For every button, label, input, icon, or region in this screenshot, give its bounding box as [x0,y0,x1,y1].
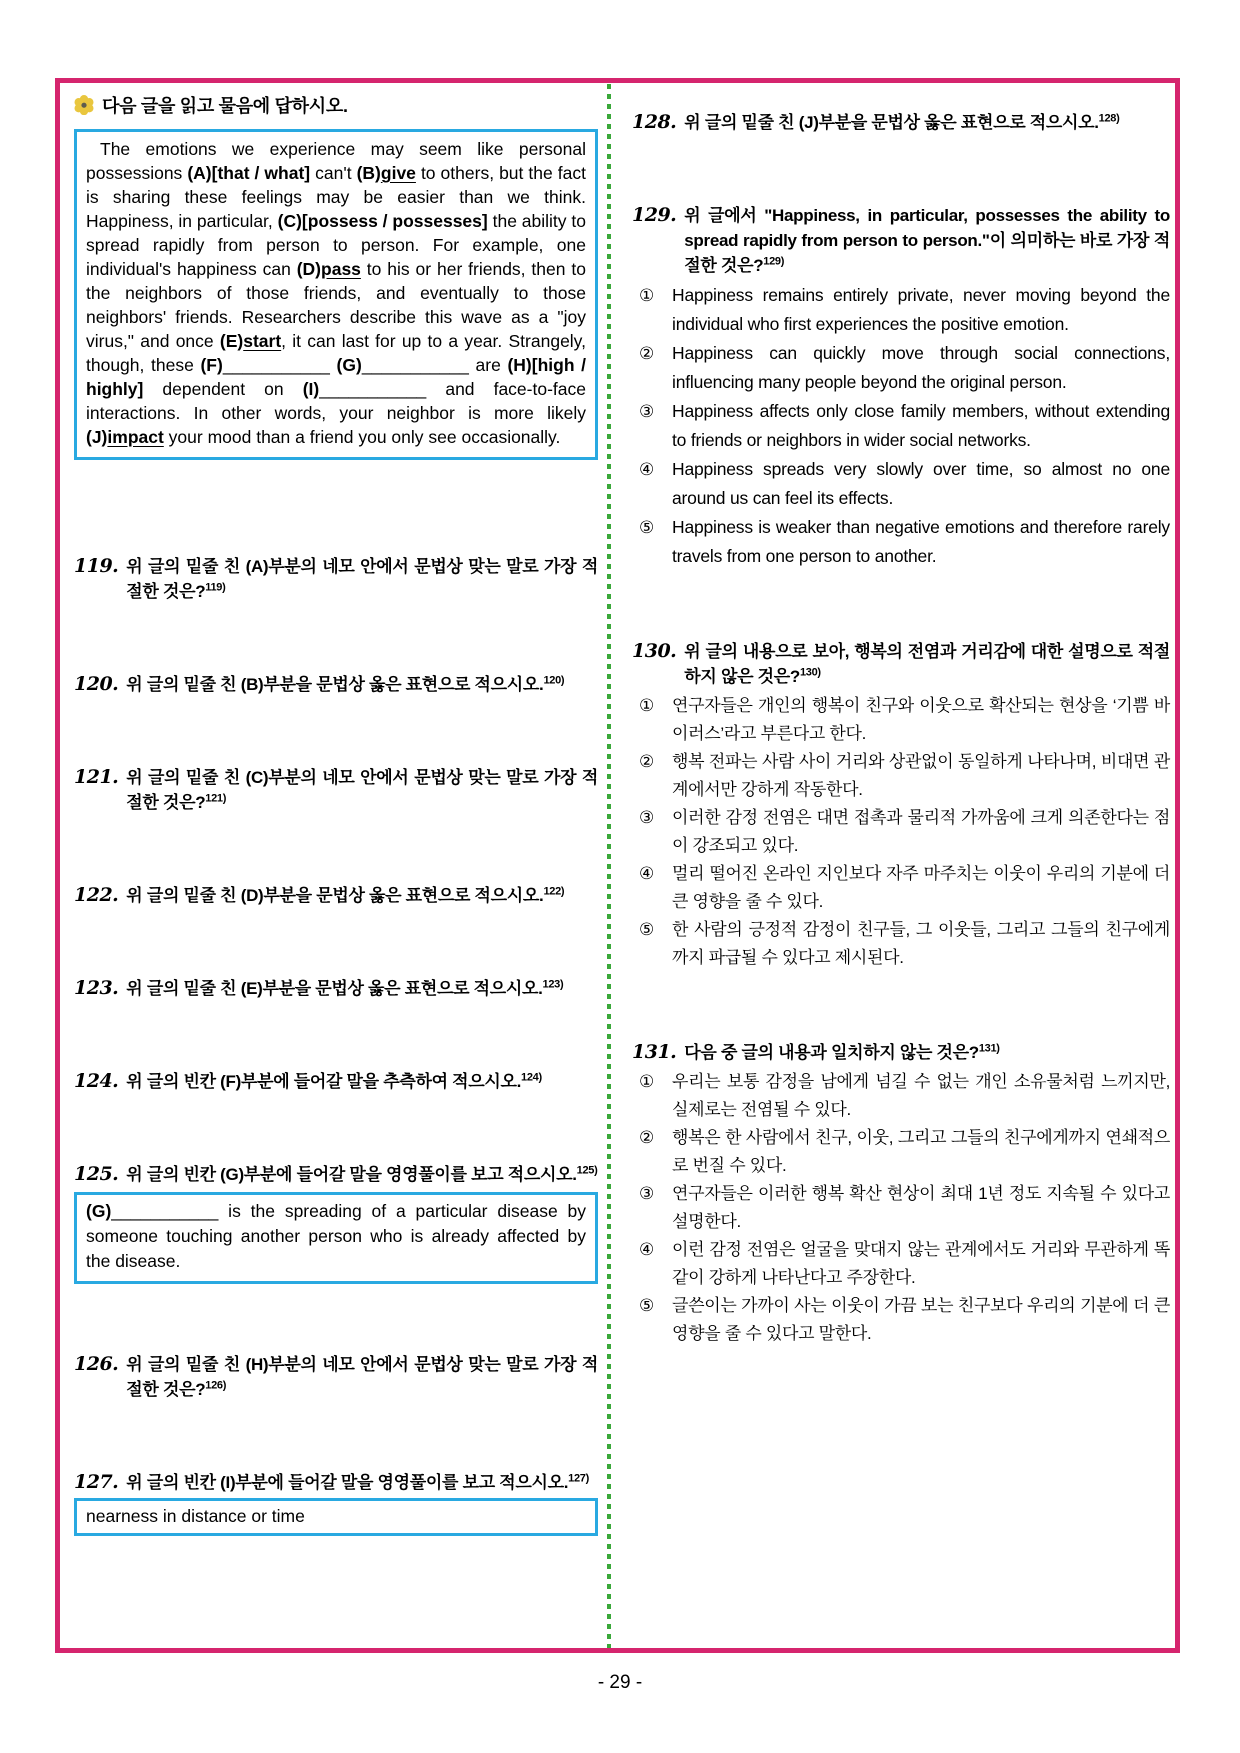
question-number: 122. [74,884,119,906]
question-number: 123. [74,977,119,999]
option-text: 글쓴이는 가까이 사는 이웃이 가끔 보는 친구보다 우리의 기분에 더 큰 영향을 줄 수 있다고 말한다. [672,1296,1170,1343]
option-5 [639,1292,1170,1348]
option-2 [639,748,1170,804]
option-1 [639,1068,1170,1124]
question-text: 위 글의 밑줄 친 (A)부분의 네모 안에서 문법상 맞는 말로 가장 적절한 것은? [126,557,598,601]
option-marker: ② [639,1128,655,1147]
question-number: 131. [632,1041,677,1063]
option-text: 우리는 보통 감정을 남에게 넘길 수 없는 개인 소유물처럼 느끼지만, 실제로는 전염될 수 있다. [672,1072,1170,1119]
footnote-ref: 129) [763,255,785,268]
question-126 [74,1352,598,1402]
option-marker: ① [639,1072,655,1091]
question-122 [74,883,598,908]
footnote-ref: 120) [543,674,565,687]
option-text: Happiness is weaker than negative emotions and therefore rarely travels from one person to another. [672,517,1170,566]
question-129 [632,203,1170,571]
question-123 [74,976,598,1001]
question-number: 125. [74,1163,119,1185]
footnote-ref: 126) [205,1379,227,1392]
option-1 [639,281,1170,339]
question-number: 128. [632,111,677,133]
question-text: 위 글의 빈칸 (F)부분에 들어갈 말을 추측하여 적으시오. [126,1072,522,1091]
column-divider [607,84,611,1648]
option-4 [639,860,1170,916]
footnote-ref: 121) [205,792,227,805]
option-marker: ③ [639,402,655,421]
question-text: 위 글의 내용으로 보아, 행복의 전염과 거리감에 대한 설명으로 적절하지 않은 것은? [684,642,1170,686]
footnote-ref: 119) [205,581,226,594]
question-127 [74,1470,598,1536]
flower-icon [74,95,94,115]
footnote-ref: 123) [542,978,564,991]
question-number: 124. [74,1070,119,1092]
question-128 [632,110,1170,135]
option-marker: ① [639,696,655,715]
question-number: 130. [632,640,677,662]
question-131 [632,1040,1170,1348]
footnote-ref: 122) [543,885,565,898]
option-text: 행복은 한 사람에서 친구, 이웃, 그리고 그들의 친구에게까지 연쇄적으로 번질 수 있다. [672,1128,1170,1175]
question-number: 129. [632,204,677,226]
question-number: 121. [74,766,119,788]
option-marker: ④ [639,1240,655,1259]
question-124 [74,1069,598,1094]
passage-text: The emotions we experience may seem like personal possessions (A)[that / what] can't (B)give to others, but the fact is sharing these feelings may be easier than we think. Happiness, in particular, (C)[possess / possesses] the ability to spread rapidly from person to person. For example, one individual's happiness can (D)pass to his or her friends, then to the neighbors of those friends, and eventually to those neighbors' friends. Researchers describe this wave as a "joy virus," and once (E)start, it can last for up to a year. Strangely, though, these (F)___________ (G)___________ are (H)[high / highly] dependent on (I)___________ and face-to-face interactions. In other words, your neighbor is more likely (J)impact your mood than a friend you only see occasionally. [86,139,587,447]
option-3 [639,397,1170,455]
option-text: 행복 전파는 사람 사이 거리와 상관없이 동일하게 나타나며, 비대면 관계에서만 강하게 작동한다. [672,752,1170,799]
footnote-ref: 124) [521,1071,542,1084]
option-marker: ① [639,286,655,305]
footnote-ref: 127) [568,1472,589,1485]
option-5 [639,513,1170,571]
page-number: - 29 - [597,1672,643,1693]
option-marker: ④ [639,460,655,479]
option-marker: ⑤ [639,920,655,939]
option-text: Happiness remains entirely private, never moving beyond the individual who first experiences the positive emotion. [672,285,1170,334]
option-text: 연구자들은 이러한 행복 확산 현상이 최대 1년 정도 지속될 수 있다고 설명한다. [672,1184,1170,1231]
option-marker: ⑤ [639,1296,655,1315]
question-number: 126. [74,1353,119,1375]
option-text: 멀리 떨어진 온라인 지인보다 자주 마주치는 이웃이 우리의 기분에 더 큰 영향을 줄 수 있다. [672,864,1170,911]
question-number: 120. [74,673,119,695]
question-text: 위 글의 밑줄 친 (E)부분을 문법상 옳은 표현으로 적으시오. [126,979,543,998]
question-text: 위 글의 밑줄 친 (D)부분을 문법상 옳은 표현으로 적으시오. [126,886,544,905]
question-text: 위 글의 빈칸 (G)부분에 들어갈 말을 영영풀이를 보고 적으시오. [126,1165,577,1184]
question-text: 위 글의 밑줄 친 (C)부분의 네모 안에서 문법상 맞는 말로 가장 적절한 것은? [126,768,598,812]
option-2 [639,339,1170,397]
option-text: 연구자들은 개인의 행복이 친구와 이웃으로 확산되는 현상을 ‘기쁨 바이러스’라고 부른다고 한다. [672,696,1170,743]
option-text: Happiness affects only close family members, without extending to friends or neighbors in wider social networks. [672,401,1170,450]
option-text: 한 사람의 긍정적 감정이 친구들, 그 이웃들, 그리고 그들의 친구에게까지 파급될 수 있다고 제시된다. [672,920,1170,967]
option-5 [639,916,1170,972]
question-number: 127. [74,1471,119,1493]
question-125 [74,1162,598,1284]
option-text: 이런 감정 전염은 얼굴을 맞대지 않는 관계에서도 거리와 무관하게 똑같이 강하게 나타난다고 주장한다. [672,1240,1170,1287]
footnote-ref: 125) [576,1164,598,1177]
question-121 [74,765,598,815]
option-marker: ③ [639,1184,655,1203]
left-column [74,92,598,1536]
options-130 [632,692,1170,972]
footnote-ref: 130) [799,666,821,679]
question-text: 위 글의 빈칸 (I)부분에 들어갈 말을 영영풀이를 보고 적으시오. [126,1473,569,1492]
option-text: Happiness can quickly move through social connections, influencing many people beyond the original person. [672,343,1170,392]
question-text: 위 글의 밑줄 친 (H)부분의 네모 안에서 문법상 맞는 말로 가장 적절한 것은? [126,1355,598,1399]
instruction-text: 다음 글을 읽고 물음에 답하시오. [102,96,348,116]
options-129 [632,281,1170,571]
footnote-ref: 131) [978,1042,1000,1055]
question-text: 위 글의 밑줄 친 (B)부분을 문법상 옳은 표현으로 적으시오. [126,675,544,694]
option-3 [639,804,1170,860]
definition-box-g: (G)___________ is the spreading of a particular disease by someone touching another person who is already affected by the disease. [74,1192,598,1284]
option-4 [639,1236,1170,1292]
option-1 [639,692,1170,748]
instruction-row [74,92,598,118]
option-marker: ② [639,344,655,363]
question-number: 119. [74,555,119,577]
question-130 [632,639,1170,972]
option-marker: ⑤ [639,518,655,537]
question-text: 위 글의 밑줄 친 (J)부분을 문법상 옳은 표현으로 적으시오. [684,113,1099,132]
question-text: 다음 중 글의 내용과 일치하지 않는 것은? [684,1043,979,1062]
option-text: 이러한 감정 전염은 대면 접촉과 물리적 가까움에 크게 의존한다는 점이 강조되고 있다. [672,808,1170,855]
definition-box-i: nearness in distance or time [74,1498,598,1536]
right-column [632,110,1170,1348]
option-2 [639,1124,1170,1180]
question-text: 위 글에서 "Happiness, in particular, possesses the ability to spread rapidly from person to person."이 의미하는 바로 가장 적절한 것은? [684,206,1170,275]
options-131 [632,1068,1170,1348]
option-4 [639,455,1170,513]
footnote-ref: 128) [1098,112,1120,125]
question-120 [74,672,598,697]
option-3 [639,1180,1170,1236]
option-marker: ③ [639,808,655,827]
option-marker: ② [639,752,655,771]
option-text: Happiness spreads very slowly over time, so almost no one around us can feel its effects. [672,459,1170,508]
question-119 [74,554,598,604]
passage-box [74,129,598,460]
option-marker: ④ [639,864,655,883]
